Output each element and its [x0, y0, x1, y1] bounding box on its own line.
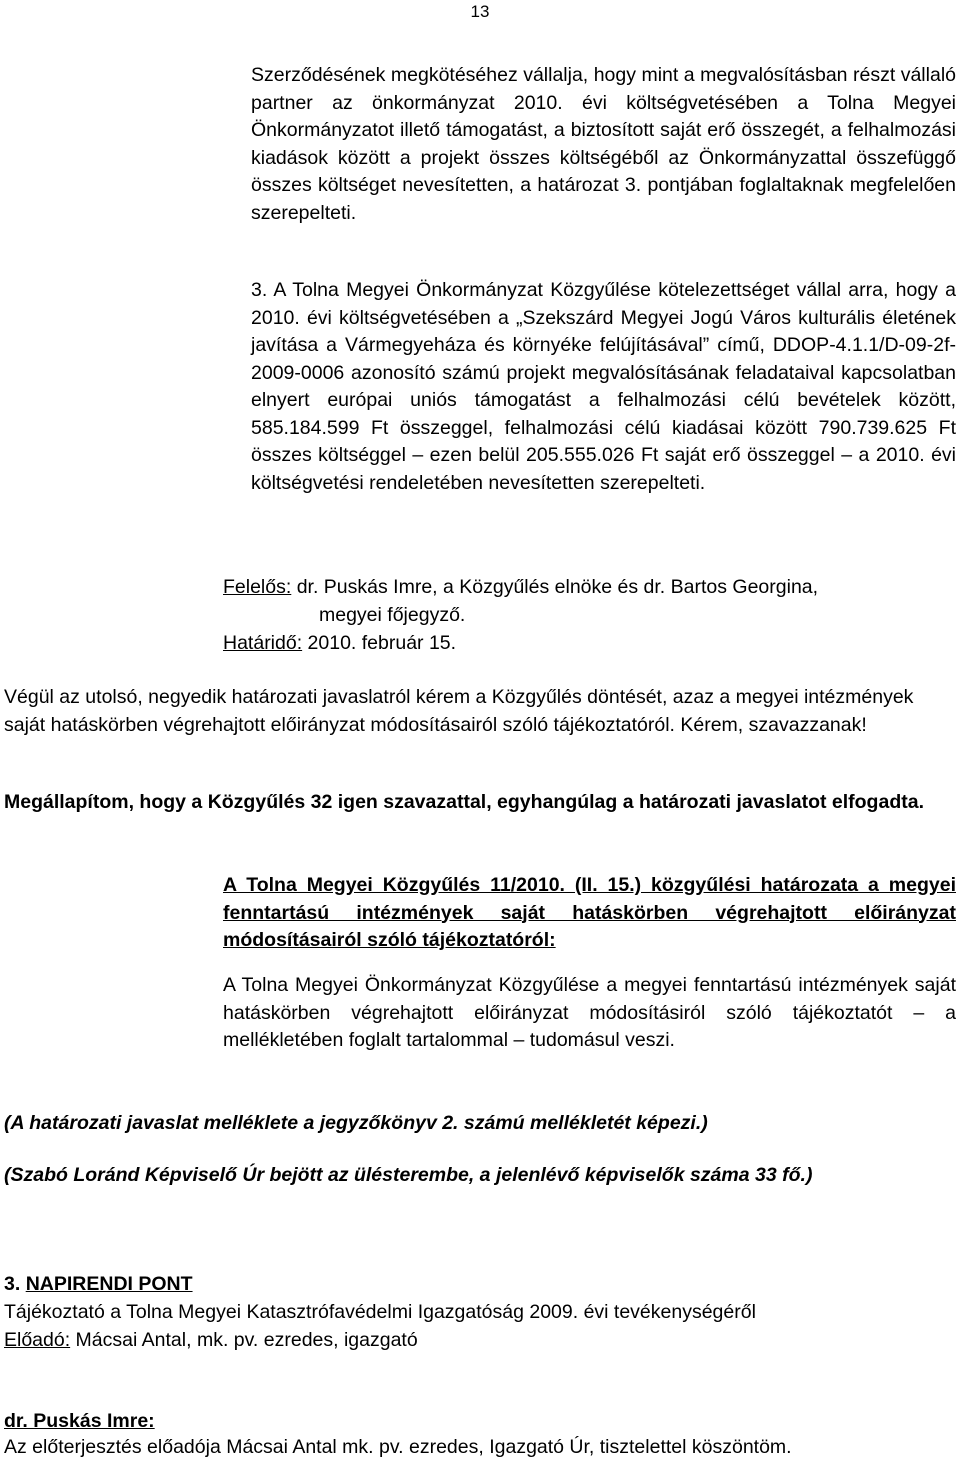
deadline-label: Határidő:: [223, 632, 303, 654]
responsible-label: Felelős:: [223, 576, 292, 598]
responsible-line: [223, 573, 818, 601]
responsible-line-2: megyei főjegyző.: [319, 604, 466, 626]
vote-result: Megállapítom, hogy a Közgyűlés 32 igen szavazattal, egyhangúlag a határozati javaslatot elfogadta.: [4, 791, 924, 813]
speech-text: Az előterjesztés előadója Mácsai Antal mk. pv. ezredes, Igazgató Úr, tisztelettel köszöntöm.: [4, 1436, 792, 1458]
presenter-text: Mácsai Antal, mk. pv. ezredes, igazgató: [70, 1329, 418, 1351]
responsible-text: dr. Puskás Imre, a Közgyűlés elnöke és dr. Bartos Georgina,: [291, 576, 819, 598]
deadline-line: [223, 629, 456, 657]
agenda-label: NAPIRENDI PONT: [25, 1273, 193, 1295]
attendance-note: (Szabó Loránd Képviselő Úr bejött az ülésterembe, a jelenlévő képviselők száma 33 fő.): [4, 1164, 813, 1186]
presenter-line: [4, 1326, 418, 1354]
presenter-label: Előadó:: [4, 1329, 71, 1351]
resolution-item-2-continuation: Szerződésének megkötéséhez vállalja, hogy mint a megvalósításban részt vállaló partner az önkormányzat 2010. évi költségvetésében a Tolna Megyei Önkormányzatot illető támogatást, a biztosított saját erő összegét, a felhalmozási kiadások között a projekt összes költségéből az Önkormányzattal összefüggő összes költséget nevesítetten, a határozat 3. pontjában foglaltaknak megfelelően szerepelteti.: [251, 64, 956, 224]
agenda-title: Tájékoztató a Tolna Megyei Katasztrófavédelmi Igazgatóság 2009. évi tevékenységéről: [4, 1301, 756, 1323]
deadline-text: 2010. február 15.: [302, 632, 457, 654]
resolution-title: A Tolna Megyei Közgyűlés 11/2010. (II. 15.) közgyűlési határozata a megyei fenntartású intézmények saját hatáskörben végrehajtott előirányzat módosításairól szóló tájékoztatóról:: [223, 874, 956, 951]
agenda-number: 3.: [4, 1273, 26, 1295]
attachment-note: (A határozati javaslat melléklete a jegyzőkönyv 2. számú mellékletét képezi.): [4, 1112, 708, 1134]
agenda-heading: [4, 1270, 193, 1298]
speaker-name: dr. Puskás Imre:: [4, 1410, 155, 1432]
page-number: 13: [470, 2, 490, 21]
final-proposal-paragraph: Végül az utolsó, negyedik határozati javaslatról kérem a Közgyűlés döntését, azaz a megyei intézmények saját hatáskörben végrehajtott előirányzat módosításairól szóló tájékoztatóról. Kérem, szavazzanak!: [4, 686, 914, 736]
resolution-item-3: 3. A Tolna Megyei Önkormányzat Közgyűlése kötelezettséget vállal arra, hogy a 2010. évi költségvetésében a „Szekszárd Megyei Jogú Város kulturális életének javítása a Vármegyeháza és környéke felújításával” című, DDOP-4.1.1/D-09-2f-2009-0006 azonosító számú projekt megvalósításának feladataival kapcsolatban elnyert európai uniós támogatást a felhalmozási célú bevételek között, 585.184.599 Ft összeggel, felhalmozási célú kiadásai között 790.739.625 Ft összes költséggel – ezen belül 205.555.026 Ft saját erő összeggel – a 2010. évi költségvetési rendeletében nevesítetten szerepelteti.: [251, 279, 956, 494]
resolution-body: A Tolna Megyei Önkormányzat Közgyűlése a megyei fenntartású intézmények saját hatáskörben végrehajtott előirányzat módosításiról szóló tájékoztatót – a mellékletében foglalt tartalommal – tudomásul veszi.: [223, 974, 956, 1051]
